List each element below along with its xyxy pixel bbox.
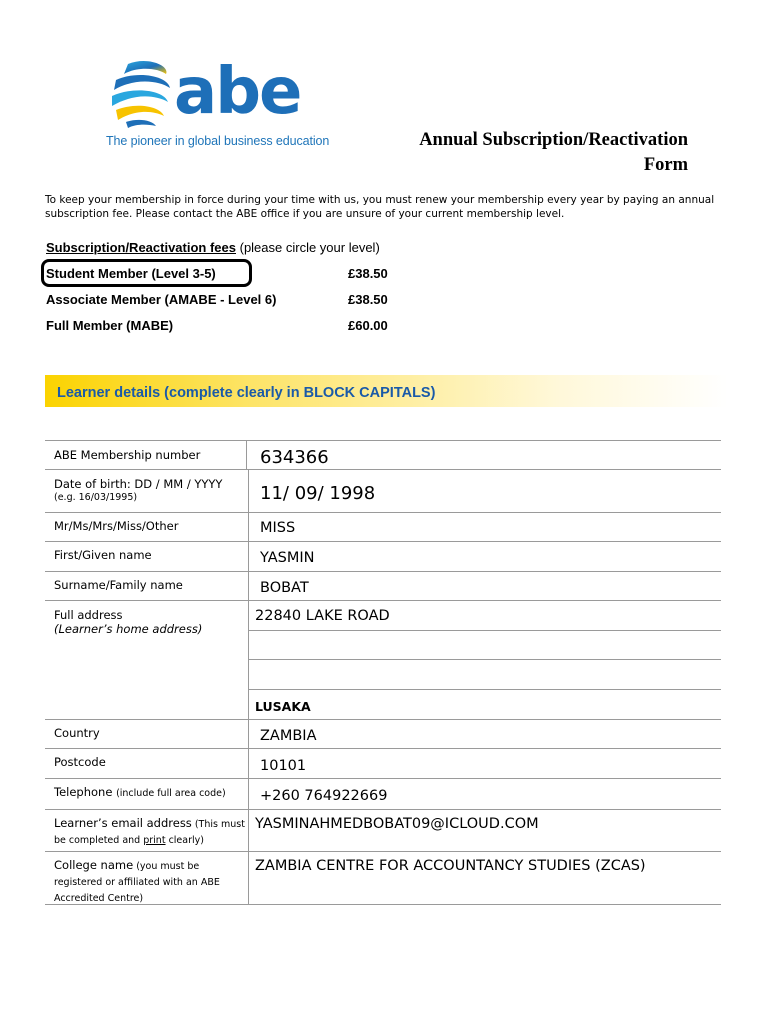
fee-label: Student Member (Level 3-5) [46,266,216,281]
email-field[interactable]: YASMINAHMEDBOBAT09@ICLOUD.COM [255,816,539,832]
first-name-field[interactable]: YASMIN [260,550,315,566]
row-divider [45,512,721,513]
address-label-text: Full address [54,608,123,622]
row-divider [45,600,721,601]
section-banner-title: Learner details (complete clearly in BLOCK CAPITALS) [57,385,436,401]
fee-label: Associate Member (AMABE - Level 6) [46,292,277,307]
abe-wordmark: abe [174,55,301,129]
section-banner [45,375,728,407]
dob-label-text: Date of birth: DD / MM / YYYY [54,477,223,491]
email-hint-a: (This must be completed and [54,819,245,846]
address-hint: (Learner’s home address) [54,622,203,636]
telephone-label [54,785,254,801]
address-line-divider [248,659,721,660]
column-divider [246,440,247,469]
form-title [419,128,688,178]
email-hint-print: print [143,835,166,846]
column-divider [248,469,249,904]
title-field[interactable]: MISS [260,520,296,536]
telephone-field[interactable]: +260 764922669 [260,788,388,804]
fee-label: Full Member (MABE) [46,318,174,333]
fees-heading [46,240,380,255]
row-divider [45,748,721,749]
postcode-label: Postcode [54,755,106,769]
dob-hint: (e.g. 16/03/1995) [54,492,138,503]
form-title-line-1: Annual Subscription/Reactivation [419,130,688,150]
fee-price: £60.00 [348,318,388,333]
row-divider [45,778,721,779]
level-selection-circle [41,259,252,287]
row-divider [45,541,721,542]
fees-heading-note: (please circle your level) [236,240,380,255]
row-divider [45,719,721,720]
abe-logo [104,55,354,158]
row-divider [45,571,721,572]
intro-paragraph: To keep your membership in force during your time with us, you must renew your membership every year by paying an annual subscription fee. Please contact the ABE office if you are unsure of your current membership level. [45,194,715,220]
row-divider [45,809,721,810]
college-hint: (you must be registered or affiliated with an ABE Accredited Centre) [54,861,220,904]
email-hint-b: clearly) [165,835,204,846]
country-label: Country [54,726,100,740]
telephone-hint: (include full area code) [116,788,226,799]
address-line-divider [248,630,721,631]
membership-number-field[interactable]: 634366 [260,447,329,468]
address-line-4-field[interactable]: LUSAKA [255,699,311,714]
address-label [54,608,244,636]
row-divider [45,851,721,852]
dob-label [54,477,244,505]
email-label-text: Learner’s email address [54,816,192,830]
college-field[interactable]: ZAMBIA CENTRE FOR ACCOUNTANCY STUDIES (ZCAS) [255,858,646,874]
fee-price: £38.50 [348,266,388,281]
postcode-field[interactable]: 10101 [260,758,307,774]
first-name-label: First/Given name [54,548,152,562]
form-title-line-2: Form [643,155,688,175]
telephone-label-text: Telephone [54,785,113,799]
college-label [54,858,234,906]
fee-price: £38.50 [348,292,388,307]
country-field[interactable]: ZAMBIA [260,728,317,744]
address-line-1-field[interactable]: 22840 LAKE ROAD [255,608,390,624]
membership-number-label: ABE Membership number [54,448,201,462]
fees-heading-title: Subscription/Reactivation fees [46,240,236,255]
surname-field[interactable]: BOBAT [260,580,309,596]
row-divider [45,469,721,470]
dob-field[interactable]: 11/ 09/ 1998 [260,483,376,504]
logo-tagline: The pioneer in global business education [106,134,330,148]
address-line-divider [248,689,721,690]
globe-swirl-icon [108,58,174,130]
row-divider [45,440,721,441]
surname-label: Surname/Family name [54,578,183,592]
college-label-text: College name [54,858,134,872]
email-label [54,816,246,848]
title-label: Mr/Ms/Mrs/Miss/Other [54,519,179,533]
